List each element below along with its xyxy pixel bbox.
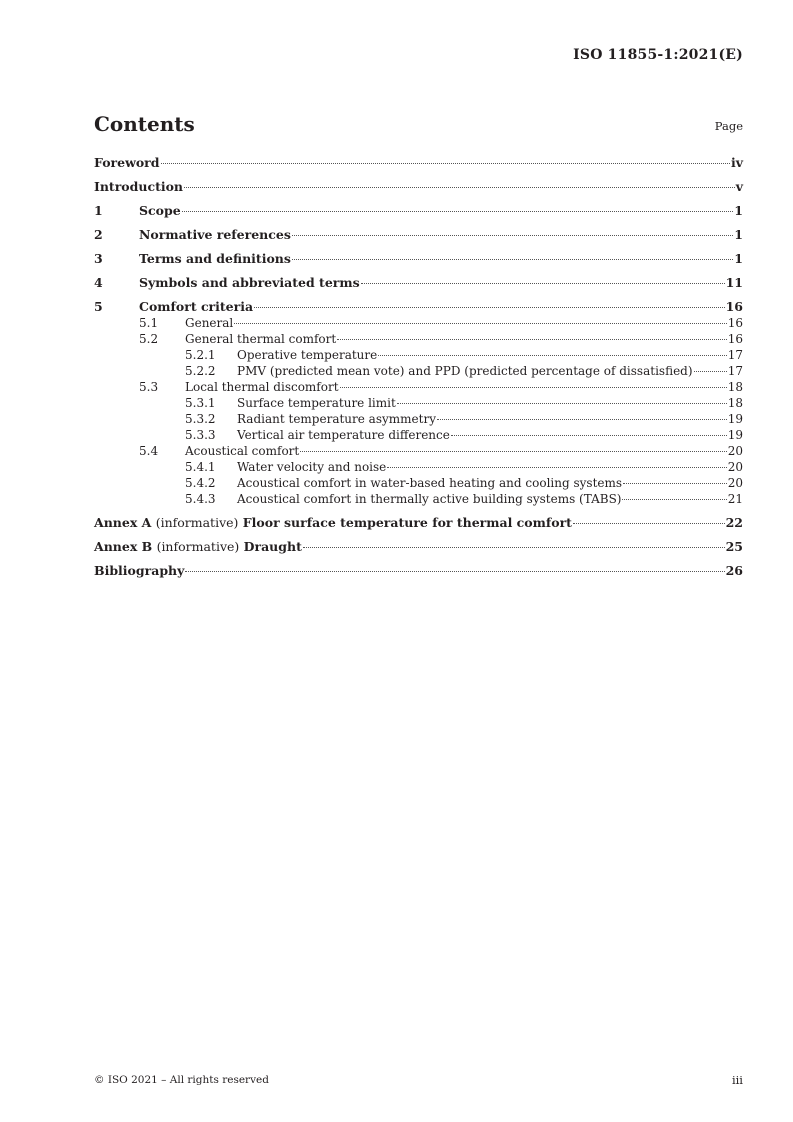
toc-entry-terms-and-definitions[interactable] xyxy=(94,251,743,267)
annex-title: Draught xyxy=(243,539,302,554)
copyright-notice: © ISO 2021 – All rights reserved xyxy=(94,1074,269,1086)
toc-entry-annex-a[interactable] xyxy=(94,515,743,531)
dot-leader xyxy=(622,499,726,500)
page-title: Contents xyxy=(94,112,195,136)
dot-leader xyxy=(185,571,724,572)
dot-leader xyxy=(292,235,733,236)
toc-title: Introduction xyxy=(94,179,184,194)
toc-number: 5.3.3 xyxy=(185,428,216,442)
toc-number: 5.2.2 xyxy=(185,364,216,378)
toc-number: 3 xyxy=(94,251,103,266)
toc-number: 5.4.1 xyxy=(185,460,216,474)
dot-leader xyxy=(397,403,727,404)
toc-page: 20 xyxy=(727,444,743,458)
dot-leader xyxy=(300,451,726,452)
dot-leader xyxy=(340,387,727,388)
toc-title: Comfort criteria xyxy=(139,299,254,314)
toc-number: 5.2 xyxy=(139,332,159,346)
toc-number: 2 xyxy=(94,227,103,242)
toc-title: PMV (predicted mean vote) and PPD (predicted percentage of dissatisfied) xyxy=(237,364,693,378)
toc-entry-5-3-2[interactable] xyxy=(94,411,743,427)
toc-number: 5.3.2 xyxy=(185,412,216,426)
toc-entry-normative-references[interactable] xyxy=(94,227,743,243)
toc-title: Acoustical comfort in thermally active building systems (TABS) xyxy=(237,492,622,506)
dot-leader xyxy=(254,307,725,308)
toc-title: Vertical air temperature difference xyxy=(237,428,450,442)
dot-leader xyxy=(292,259,733,260)
toc-title: Bibliography xyxy=(94,563,185,578)
toc-page: 16 xyxy=(725,299,743,314)
toc-title: Acoustical comfort xyxy=(185,444,300,458)
toc-entry-5-1[interactable] xyxy=(94,315,743,331)
toc-number: 5.3 xyxy=(139,380,159,394)
toc-number: 5.4.2 xyxy=(185,476,216,490)
dot-leader xyxy=(387,467,726,468)
toc-title: Water velocity and noise xyxy=(237,460,387,474)
toc-page: 21 xyxy=(727,492,743,506)
annex-qualifier: (informative) xyxy=(155,515,239,530)
toc-page: 16 xyxy=(727,332,743,346)
toc-number: 5.1 xyxy=(139,316,159,330)
toc-entry-foreword[interactable] xyxy=(94,155,743,171)
toc-page: 11 xyxy=(725,275,743,290)
toc-page: iv xyxy=(730,155,743,170)
toc-page: 17 xyxy=(727,364,743,378)
toc-page: 25 xyxy=(725,539,743,554)
dot-leader xyxy=(451,435,727,436)
dot-leader xyxy=(378,355,726,356)
toc-page: 17 xyxy=(727,348,743,362)
toc-entry-5-4-1[interactable] xyxy=(94,459,743,475)
toc-number: 5.2.1 xyxy=(185,348,216,362)
toc-page: 26 xyxy=(725,563,743,578)
toc-title: General xyxy=(185,316,234,330)
toc-entry-5-3[interactable] xyxy=(94,379,743,395)
toc-title: Operative temperature xyxy=(237,348,378,362)
dot-leader xyxy=(184,187,735,188)
toc-page: 1 xyxy=(734,227,743,242)
toc-entry-bibliography[interactable] xyxy=(94,563,743,579)
toc-page: 20 xyxy=(727,476,743,490)
toc-entry-5-2[interactable] xyxy=(94,331,743,347)
toc-entry-comfort-criteria[interactable] xyxy=(94,299,743,315)
toc-title: Terms and definitions xyxy=(139,251,291,266)
toc-number: 1 xyxy=(94,203,103,218)
dot-leader xyxy=(234,323,726,324)
toc-page: 1 xyxy=(734,203,743,218)
toc-entry-scope[interactable] xyxy=(94,203,743,219)
document-id: ISO 11855-1:2021(E) xyxy=(573,47,743,63)
toc-title xyxy=(94,539,302,555)
toc-number: 5 xyxy=(94,299,103,314)
dot-leader xyxy=(694,371,727,372)
toc-page: 16 xyxy=(727,316,743,330)
toc-number: 5.4.3 xyxy=(185,492,216,506)
toc-entry-5-3-3[interactable] xyxy=(94,427,743,443)
toc-number: 4 xyxy=(94,275,103,290)
dot-leader xyxy=(303,547,725,548)
toc-number: 5.3.1 xyxy=(185,396,216,410)
page-number: iii xyxy=(731,1073,743,1087)
dot-leader xyxy=(573,523,725,524)
toc-page: 19 xyxy=(727,428,743,442)
toc-title: General thermal comfort xyxy=(185,332,337,346)
page-column-label: Page xyxy=(714,119,743,133)
toc-page: 1 xyxy=(734,251,743,266)
dot-leader xyxy=(182,211,734,212)
toc-title: Local thermal discomfort xyxy=(185,380,339,394)
toc-page: 18 xyxy=(727,380,743,394)
toc-entry-5-2-2[interactable] xyxy=(94,363,743,379)
toc-page: 20 xyxy=(727,460,743,474)
toc-entry-5-4-3[interactable] xyxy=(94,491,743,507)
toc-entry-annex-b[interactable] xyxy=(94,539,743,555)
dot-leader xyxy=(623,483,727,484)
toc-page: 18 xyxy=(727,396,743,410)
toc-title: Normative references xyxy=(139,227,291,242)
annex-title: Floor surface temperature for thermal comfort xyxy=(242,515,572,530)
toc-page: v xyxy=(735,179,743,194)
toc-entry-5-3-1[interactable] xyxy=(94,395,743,411)
toc-title: Acoustical comfort in water-based heating and cooling systems xyxy=(237,476,623,490)
toc-page: 19 xyxy=(727,412,743,426)
dot-leader xyxy=(361,283,725,284)
table-of-contents xyxy=(94,155,743,579)
dot-leader xyxy=(437,419,727,420)
dot-leader xyxy=(161,163,730,164)
dot-leader xyxy=(337,339,727,340)
annex-label: Annex B xyxy=(94,539,153,554)
toc-entry-introduction[interactable] xyxy=(94,179,743,195)
toc-title: Surface temperature limit xyxy=(237,396,396,410)
toc-title: Foreword xyxy=(94,155,160,170)
toc-entry-5-4[interactable] xyxy=(94,443,743,459)
toc-title xyxy=(94,515,572,531)
annex-label: Annex A xyxy=(94,515,152,530)
toc-number: 5.4 xyxy=(139,444,159,458)
toc-entry-5-4-2[interactable] xyxy=(94,475,743,491)
toc-title: Scope xyxy=(139,203,181,218)
annex-qualifier: (informative) xyxy=(156,539,240,554)
toc-entry-5-2-1[interactable] xyxy=(94,347,743,363)
toc-entry-symbols[interactable] xyxy=(94,275,743,291)
toc-title: Radiant temperature asymmetry xyxy=(237,412,436,426)
toc-page: 22 xyxy=(725,515,743,530)
toc-title: Symbols and abbreviated terms xyxy=(139,275,360,290)
